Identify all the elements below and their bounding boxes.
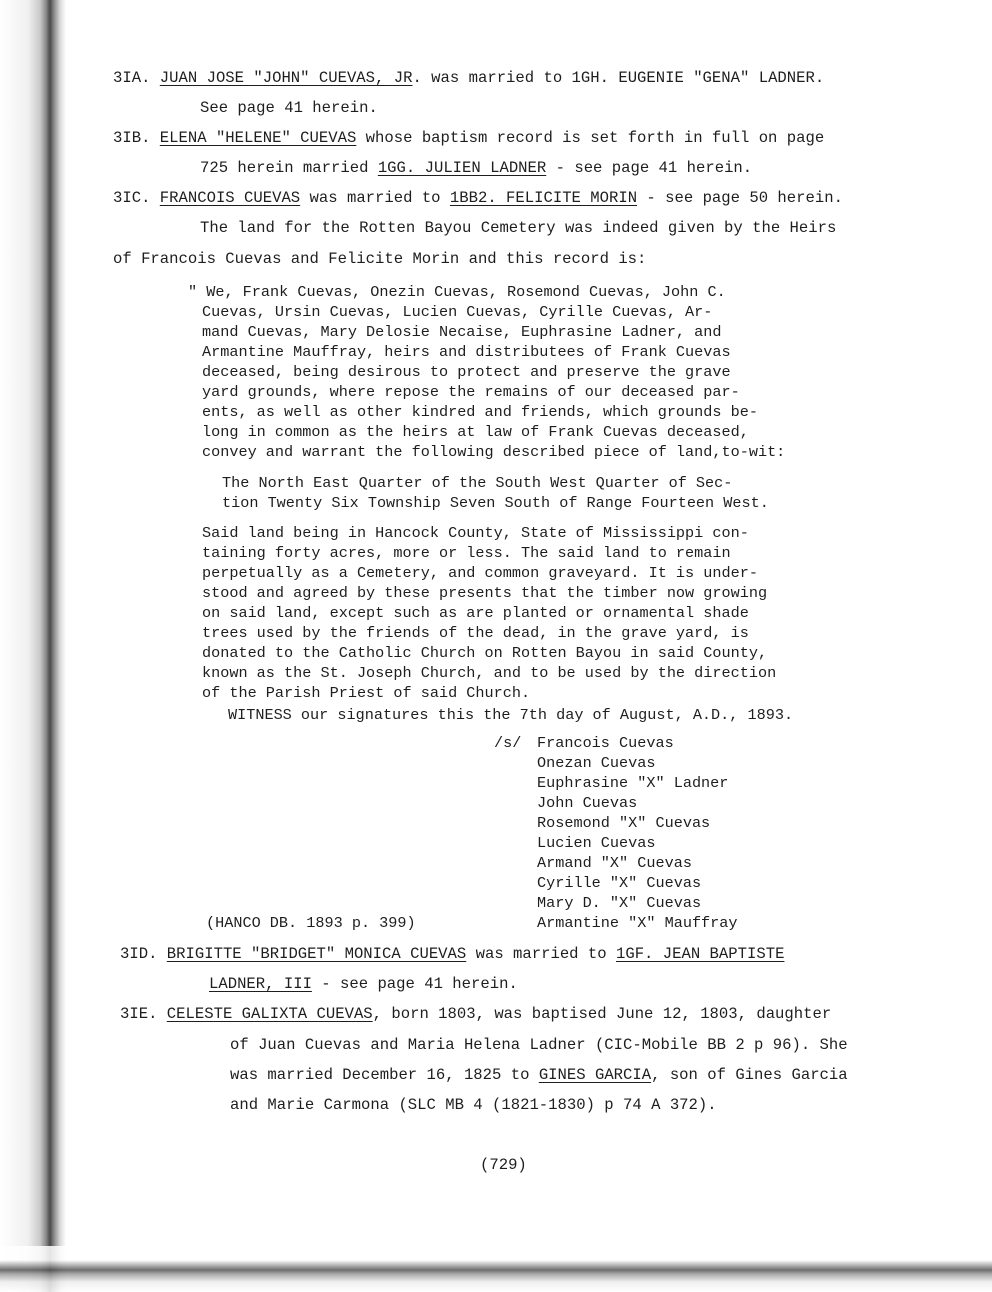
quote-line: deceased, being desirous to protect and preserve the grave xyxy=(202,363,731,381)
entry-text: 725 herein married xyxy=(200,159,378,177)
person-name: BRIGITTE "BRIDGET" MONICA CUEVAS xyxy=(166,945,467,963)
quote-line: stood and agreed by these presents that the timber now growing xyxy=(202,584,768,602)
entry-text: whose baptism record is set forth in full on page xyxy=(356,129,825,147)
quote-line: ents, as well as other kindred and friends, which grounds be- xyxy=(202,403,758,421)
entry-number: 3IB. xyxy=(113,129,151,147)
entry-number: 3ID. xyxy=(120,945,158,963)
entry-text: was married to xyxy=(466,945,616,963)
signature-name: John Cuevas xyxy=(537,794,638,812)
land-description-line: tion Twenty Six Township Seven South of Range Fourteen West. xyxy=(222,494,769,512)
entry-3ie-line4: and Marie Carmona (SLC MB 4 (1821-1830) p 74 A 372). xyxy=(230,1096,717,1114)
record-source: (HANCO DB. 1893 p. 399) xyxy=(206,914,416,932)
quote-line: trees used by the friends of the dead, in the grave yard, is xyxy=(202,624,749,642)
cross-reference: LADNER, III xyxy=(209,975,312,993)
signature-prefix: /s/ xyxy=(494,734,522,752)
intro-line2: of Francois Cuevas and Felicite Morin and this record is: xyxy=(113,250,647,268)
quote-line: Cuevas, Ursin Cuevas, Lucien Cuevas, Cyrille Cuevas, Ar- xyxy=(202,303,713,321)
entry-3id-line2 xyxy=(209,975,518,993)
page-number: (729) xyxy=(480,1156,527,1174)
entry-3ie-line3 xyxy=(230,1066,848,1084)
quote-line: donated to the Catholic Church on Rotten Bayou in said County, xyxy=(202,644,768,662)
entry-3ia-line1 xyxy=(113,69,824,87)
person-name: CELESTE GALIXTA CUEVAS xyxy=(166,1005,373,1023)
quote-line: of the Parish Priest of said Church. xyxy=(202,684,531,702)
land-description-line: The North East Quarter of the South West Quarter of Sec- xyxy=(222,474,733,492)
signature-name: Armantine "X" Mauffray xyxy=(537,914,738,932)
person-name: GINES GARCIA xyxy=(538,1066,652,1084)
quote-line: Armantine Mauffray, heirs and distributees of Frank Cuevas xyxy=(202,343,731,361)
signature-name: Lucien Cuevas xyxy=(537,834,656,852)
entry-text: , son of Gines Garcia xyxy=(651,1066,848,1084)
person-name: ELENA "HELENE" CUEVAS xyxy=(159,129,357,147)
entry-text: - see page 41 herein. xyxy=(546,159,753,177)
quote-line: yard grounds, where repose the remains of our deceased par- xyxy=(202,383,740,401)
quote-line: convey and warrant the following described piece of land,to-wit: xyxy=(202,443,786,461)
quote-line: taining forty acres, more or less. The said land to remain xyxy=(202,544,731,562)
signature-name: Euphrasine "X" Ladner xyxy=(537,774,729,792)
signature-name: Mary D. "X" Cuevas xyxy=(537,894,702,912)
quote-line: Said land being in Hancock County, State of Mississippi con- xyxy=(202,524,749,542)
quote-line: perpetually as a Cemetery, and common graveyard. It is under- xyxy=(202,564,758,582)
person-name: JUAN JOSE "JOHN" CUEVAS, JR xyxy=(159,69,413,87)
cross-reference: 1GF. JEAN BAPTISTE xyxy=(615,945,785,963)
entry-number: 3IA. xyxy=(113,69,151,87)
entry-number: 3IE. xyxy=(120,1005,158,1023)
entry-text: - see page 41 herein. xyxy=(311,975,518,993)
signature-name: Francois Cuevas xyxy=(537,734,674,752)
entry-3ib-line1 xyxy=(113,129,824,147)
quote-line: " We, Frank Cuevas, Onezin Cuevas, Rosemond Cuevas, John C. xyxy=(188,283,726,301)
quote-line: mand Cuevas, Mary Delosie Necaise, Euphrasine Ladner, and xyxy=(202,323,722,341)
binding-shadow xyxy=(0,0,66,1292)
scan-edge-shadow xyxy=(0,1246,992,1292)
signature-name: Onezan Cuevas xyxy=(537,754,656,772)
entry-3ia-line2: See page 41 herein. xyxy=(200,99,378,117)
witness-line: WITNESS our signatures this the 7th day of August, A.D., 1893. xyxy=(228,706,794,724)
entry-text: - see page 50 herein. xyxy=(637,189,843,207)
signature-name: Rosemond "X" Cuevas xyxy=(537,814,711,832)
quote-line: long in common as the heirs at law of Frank Cuevas deceased, xyxy=(202,423,749,441)
intro-line1: The land for the Rotten Bayou Cemetery was indeed given by the Heirs xyxy=(200,219,837,237)
person-name: FRANCOIS CUEVAS xyxy=(159,189,301,207)
entry-text: , born 1803, was baptised June 12, 1803, daughter xyxy=(372,1005,832,1023)
entry-text: was married December 16, 1825 to xyxy=(230,1066,539,1084)
entry-3ib-line2 xyxy=(200,159,752,177)
entry-text: was married to xyxy=(300,189,450,207)
entry-text: . was married to 1GH. EUGENIE "GENA" LADNER. xyxy=(412,69,825,87)
entry-number: 3IC. xyxy=(113,189,151,207)
entry-3id-line1 xyxy=(120,945,784,963)
quote-line: on said land, except such as are planted or ornamental shade xyxy=(202,604,749,622)
signature-name: Cyrille "X" Cuevas xyxy=(537,874,702,892)
entry-3ie-line1 xyxy=(120,1005,831,1023)
signature-name: Armand "X" Cuevas xyxy=(537,854,692,872)
cross-reference: 1GG. JULIEN LADNER xyxy=(377,159,547,177)
cross-reference: 1BB2. FELICITE MORIN xyxy=(449,189,638,207)
quote-line: known as the St. Joseph Church, and to be used by the direction xyxy=(202,664,777,682)
entry-3ie-line2: of Juan Cuevas and Maria Helena Ladner (CIC-Mobile BB 2 p 96). She xyxy=(230,1036,848,1054)
entry-3ic-line1 xyxy=(113,189,843,207)
